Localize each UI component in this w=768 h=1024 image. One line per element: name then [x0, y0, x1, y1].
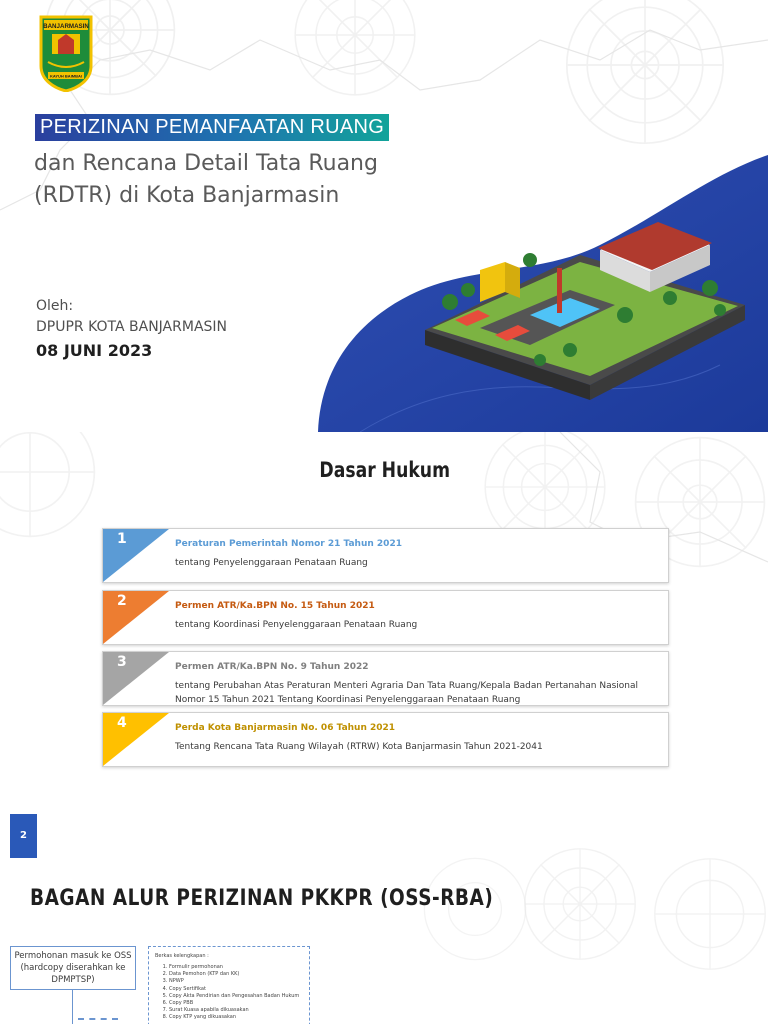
flowchart-title: BAGAN ALUR PERIZINAN PKKPR (OSS-RBA) — [30, 886, 494, 911]
law-title: Peraturan Pemerintah Nomor 21 Tahun 2021 — [175, 539, 402, 549]
flow-step-oss-submission: Permohonan masuk ke OSS (hardcopy diserahkan ke DPMPTSP) — [10, 946, 136, 990]
law-number: 1 — [117, 531, 127, 547]
subtitle-line-2: (RDTR) di Kota Banjarmasin — [34, 183, 340, 208]
requirement-item: 3. NPWP — [169, 978, 303, 985]
title-banner: PERIZINAN PEMANFAATAN RUANG — [35, 114, 389, 141]
isometric-city-illustration — [420, 210, 750, 410]
law-number-tab — [103, 652, 169, 705]
requirement-item: 5. Copy Akta Pendirian dan Pengesahan Badan Hukum — [169, 993, 303, 1000]
presentation-date: 08 JUNI 2023 — [36, 341, 153, 360]
law-card-3 — [102, 651, 669, 706]
flow-next-step — [78, 1018, 118, 1024]
law-card-2 — [102, 590, 669, 645]
flow-connector — [72, 990, 73, 1024]
requirement-item: 7. Surat Kuasa apabila dikuasakan — [169, 1007, 303, 1014]
by-label: Oleh: — [36, 298, 74, 314]
flowchart-slide — [0, 784, 768, 1024]
requirement-item: 2. Data Pemohon (KTP dan KK) — [169, 971, 303, 978]
city-logo-icon — [38, 14, 94, 92]
law-number-tab — [103, 591, 169, 644]
logo-top-text: BANJARMASIN — [43, 23, 89, 30]
law-description: tentang Perubahan Atas Peraturan Menteri Agraria Dan Tata Ruang/Kepala Badan Pertanahan Nasional Nomor 15 Tahun 2021 Tentang Koordinasi Penyelenggaraan Penataan Ruang — [175, 681, 638, 705]
law-number-tab — [103, 529, 169, 582]
law-description: Tentang Rencana Tata Ruang Wilayah (RTRW) Kota Banjarmasin Tahun 2021-2041 — [175, 742, 543, 752]
mandala-ornament — [650, 854, 768, 974]
law-number: 2 — [117, 593, 127, 609]
law-number: 3 — [117, 654, 127, 670]
title-slide — [0, 0, 768, 432]
requirement-item: 1. Formulir permohonan — [169, 964, 303, 971]
law-card-1 — [102, 528, 669, 583]
mandala-ornament — [520, 844, 640, 964]
logo-bottom-text: KAYUH BAIMBAI — [49, 73, 83, 79]
requirement-item: 4. Copy Sertifikat — [169, 986, 303, 993]
requirement-item: 8. Copy KTP yang dikuasakan — [169, 1014, 303, 1021]
org-name: DPUPR KOTA BANJARMASIN — [36, 319, 228, 335]
legal-basis-slide — [0, 432, 768, 784]
section-title: Dasar Hukum — [319, 458, 451, 482]
law-title: Permen ATR/Ka.BPN No. 9 Tahun 2022 — [175, 662, 369, 672]
law-card-4 — [102, 712, 669, 767]
law-title: Permen ATR/Ka.BPN No. 15 Tahun 2021 — [175, 601, 375, 611]
law-description: tentang Penyelenggaraan Penataan Ruang — [175, 558, 368, 568]
law-number-tab — [103, 713, 169, 766]
law-description: tentang Koordinasi Penyelenggaraan Penataan Ruang — [175, 620, 418, 630]
requirements-title: Berkas kelengkapan : — [155, 953, 209, 959]
subtitle-line-1: dan Rencana Detail Tata Ruang — [34, 151, 378, 176]
law-title: Perda Kota Banjarmasin No. 06 Tahun 2021 — [175, 723, 396, 733]
page-number-badge: 2 — [10, 814, 37, 858]
requirements-list — [155, 964, 303, 1022]
law-number: 4 — [117, 715, 127, 731]
requirement-item: 6. Copy PBB — [169, 1000, 303, 1007]
requirements-box — [148, 946, 310, 1024]
subtitle — [34, 148, 414, 212]
